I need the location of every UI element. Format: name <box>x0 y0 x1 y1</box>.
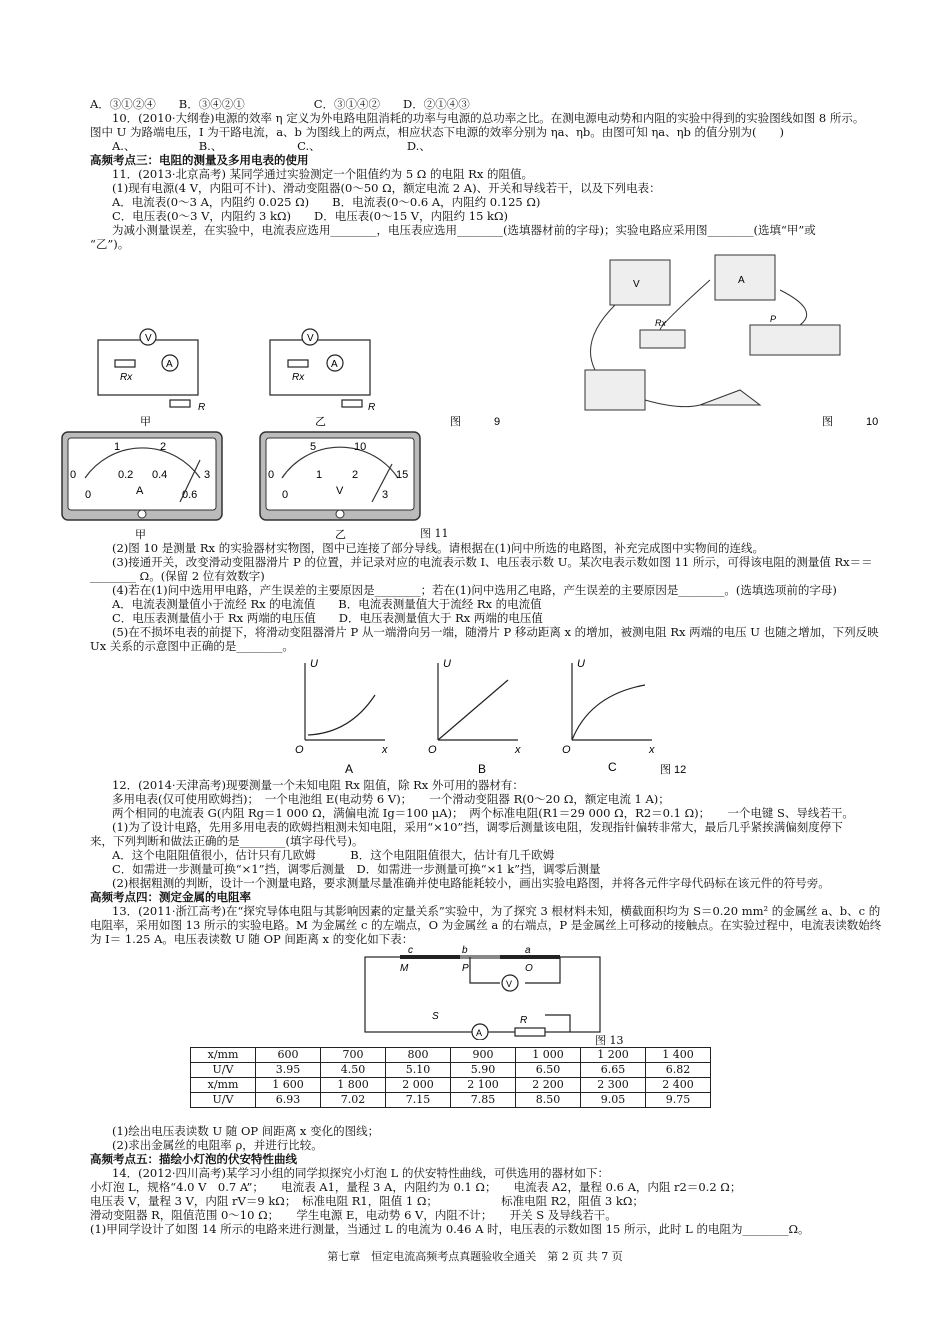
tick: 2 <box>160 441 167 453</box>
question-11-line: 为减小测量误差，在实验中，电流表应选用________，电压表应选用________(选填器材前的字母)；实验电路应采用图________(选填“甲”或 <box>112 223 816 237</box>
question-12-line: C．如需进一步测量可换“×1”挡，调零后测量 D．如需进一步测量可换“×1 k”挡，调零后测量 <box>112 862 601 876</box>
instruments-photo <box>585 255 840 410</box>
rheostat-r: R <box>520 1015 528 1026</box>
tick: 15 <box>396 469 409 481</box>
question-14-line: 14．(2012·四川高考)某学习小组的同学拟探究小灯泡 L 的伏安特性曲线，可供选用的器材如下： <box>112 1166 609 1180</box>
question-11-line: A．电流表(0～3 A，内阻约 0.025 Ω) B．电流表(0～0.6 A，内阻约 0.125 Ω) <box>112 195 541 209</box>
caption-yi: 乙 <box>335 529 346 540</box>
question-14-line: (1)甲同学设计了如图 14 所示的电路来进行测量，当通过 L 的电流为 0.46 A 时，电压表的示数如图 15 所示，此时 L 的电阻为________Ω。 <box>90 1222 810 1236</box>
caption-fig-13: 图 13 <box>595 1034 624 1047</box>
question-11-line: Ux 关系的示意图中正确的是________。 <box>90 639 294 653</box>
caption-fig-9: 图 9 <box>450 416 501 428</box>
switch-s: S <box>432 1011 439 1022</box>
caption-jia: 甲 <box>135 529 146 540</box>
question-12-line: 来，下列判断和做法正确的是________(填字母代号)。 <box>90 834 364 848</box>
question-11-line: (3)接通开关，改变滑动变阻器滑片 P 的位置，并记录对应的电流表示数 I、电压表示数 U。某次电表示数如图 11 所示，可得该电阻的测量值 Rx＝＝ <box>112 555 873 569</box>
question-10-line: 10．(2010·大纲卷)电源的效率 η 定义为外电路电阻消耗的功率与电源的总功率之比。在测电源电动势和内阻的实验中得到的实验图线如图 8 所示。 <box>112 111 865 125</box>
tick: 0 <box>70 469 77 481</box>
option-line: A.、 B.、 C.、 D.、 <box>112 139 431 153</box>
caption-fig-10: 图 10 <box>822 416 879 428</box>
question-13-line: 为 I＝ 1.25 A。电压表读数 U 随 OP 间距离 x 的变化如下表： <box>90 932 414 946</box>
point-o: O <box>525 963 533 974</box>
axis-x: x <box>515 744 521 756</box>
circuit-yi <box>270 329 370 407</box>
figure-11 <box>60 430 460 540</box>
caption-yi: 乙 <box>315 416 326 428</box>
question-13-line: (1)绘出电压表读数 U 随 OP 间距离 x 变化的图线； <box>112 1124 380 1138</box>
ammeter-label: A <box>738 275 745 286</box>
wire-a: a <box>525 945 531 956</box>
axis-x: x <box>649 744 655 756</box>
figure-12 <box>290 655 690 775</box>
ammeter-label: A <box>166 359 173 370</box>
question-12-line: A．这个电阻阻值很小，估计只有几欧姆 B．这个电阻阻值很大，估计有几千欧姆 <box>112 848 555 862</box>
voltmeter-label: V <box>506 979 513 989</box>
tick: 3 <box>382 489 389 501</box>
voltmeter-label: V <box>307 333 314 344</box>
voltmeter-label: V <box>633 279 640 290</box>
data-table <box>190 1047 711 1108</box>
point-p: P <box>462 963 469 974</box>
question-10-line: 图中 U 为路端电压，I 为干路电流，a、b 为图线上的两点，相应状态下电源的效率分别为 ηa、ηb。由图可知 ηa、ηb 的值分别为( ) <box>90 125 785 139</box>
meter-unit: A <box>136 485 144 497</box>
caption-fig-11: 图 11 <box>420 527 449 540</box>
tick: 3 <box>204 469 211 481</box>
table-row: U/V 6.93 7.02 7.15 7.85 8.50 9.05 9.75 <box>191 1093 711 1108</box>
r-label: R <box>368 402 376 413</box>
tick: 10 <box>354 441 367 453</box>
question-12-line: (2)根据粗测的判断，设计一个测量电路，要求测量尽量准确并使电路能耗较小，画出实验电路图，并将各元件字母代码标在该元件的符号旁。 <box>112 876 830 890</box>
table-row: x/mm 600 700 800 900 1 000 1 200 1 400 <box>191 1048 711 1063</box>
p-label: P <box>770 314 777 324</box>
question-11-line: “乙”)。 <box>90 237 130 251</box>
meter-unit: V <box>336 485 344 497</box>
question-11-line: (1)现有电源(4 V，内阻可不计)、滑动变阻器(0～50 Ω，额定电流 2 A)、开关和导线若干，以及下列电表： <box>112 181 661 195</box>
rx-label: Rx <box>292 372 305 383</box>
axis-x: x <box>382 744 388 756</box>
rx-label: Rx <box>120 372 133 383</box>
graph-label-a: A <box>345 762 354 775</box>
rx-label: Rx <box>655 318 666 328</box>
question-11-line: (5)在不损坏电表的前提下，将滑动变阻器滑片 P 从一端滑向另一端，随滑片 P 移动距离 x 的增加，被测电阻 Rx 两端的电压 U 也随之增加，下列反映 <box>112 625 879 639</box>
question-12-line: 两个相同的电流表 G(内阻 Rg＝1 000 Ω，满偏电流 Ig＝100 μA)； 两个标准电阻(R1＝29 000 Ω，R2＝0.1 Ω)； 一个电键 S、导线若干。 <box>112 806 854 820</box>
tick: 1 <box>114 441 121 453</box>
axis-u: U <box>310 658 318 670</box>
question-11-line: (4)若在(1)问中选用甲电路，产生误差的主要原因是________；若在(1)问中选用乙电路，产生误差的主要原因是________。(选填选项前的字母) <box>112 583 837 597</box>
point-m: M <box>400 963 409 974</box>
question-13-line: 13．(2011·浙江高考)在“探究导体电阻与其影响因素的定量关系”实验中，为了探究 3 根材料未知，横截面积均为 S＝0.20 mm² 的金属丝 a、b、c 的 <box>112 904 881 918</box>
voltmeter-label: V <box>145 333 152 344</box>
figure-9-10 <box>60 250 900 430</box>
tick: 0.6 <box>182 489 198 501</box>
table-row: U/V 3.95 4.50 5.10 5.90 6.50 6.65 6.82 <box>191 1063 711 1078</box>
figure-13 <box>360 945 660 1040</box>
question-14-line: 滑动变阻器 R，阻值范围 0～10 Ω； 学生电源 E，电动势 6 V，内阻不计； 开关 S 及导线若干。 <box>90 1208 617 1222</box>
question-11-line: C．电压表测量值小于 Rx 两端的电压值 D．电压表测量值大于 Rx 两端的电压值 <box>112 611 543 625</box>
axis-o: O <box>428 744 437 756</box>
ammeter-label: A <box>476 1028 483 1038</box>
axis-o: O <box>562 744 571 756</box>
graph-label-b: B <box>478 762 487 775</box>
q12-block <box>90 778 900 946</box>
question-12-line: (1)为了设计电路，先用多用电表的欧姆挡粗测未知电阻，采用“×10”挡，调零后测量该电阻，发现指针偏转非常大，最后几乎紧挨满偏刻度停下 <box>112 820 843 834</box>
graph-label-c: C <box>608 760 617 774</box>
page-content <box>90 97 900 251</box>
question-12-line: 12．(2014·天津高考)现要测量一个未知电阻 Rx 阻值，除 Rx 外可用的器材有： <box>112 778 524 792</box>
r-label: R <box>198 402 206 413</box>
question-11-line: 11．(2013·北京高考) 某同学通过实验测定一个阻值约为 5 Ω 的电阻 Rx 的阻值。 <box>112 167 533 181</box>
caption-fig-12: 图 12 <box>660 764 687 775</box>
question-11-line: A．电流表测量值小于流经 Rx 的电流值 B．电流表测量值大于流经 Rx 的电流值 <box>112 597 542 611</box>
tick: 2 <box>352 469 359 481</box>
section-heading: 高频考点五：描绘小灯泡的伏安特性曲线 <box>90 1152 297 1166</box>
tick: 0 <box>268 469 275 481</box>
ammeter-meter <box>62 432 222 520</box>
wire-c: c <box>408 945 413 956</box>
q11-continued <box>90 541 900 653</box>
tick: 1 <box>316 469 323 481</box>
question-11-line: ________ Ω。(保留 2 位有效数字) <box>90 569 265 583</box>
tick: 0 <box>85 489 92 501</box>
question-13-line: 电阻率，采用如图 13 所示的实验电路。M 为金属丝 c 的左端点，O 为金属丝 a 的右端点，P 是金属丝上可移动的接触点。在实验过程中，电流表读数始终 <box>90 918 882 932</box>
question-11-line: (2)图 10 是测量 Rx 的实验器材实物图，图中已连接了部分导线。请根据在(1)问中所选的电路图，补充完成图中实物间的连线。 <box>112 541 764 555</box>
q13-14-block <box>90 1124 900 1236</box>
question-11-line: C．电压表(0～3 V，内阻约 3 kΩ) D．电压表(0～15 V，内阻约 15 kΩ) <box>112 209 509 223</box>
section-heading: 高频考点四：测定金属的电阻率 <box>90 890 251 904</box>
section-heading: 高频考点三：电阻的测量及多用电表的使用 <box>90 153 309 167</box>
tick: 0.2 <box>118 469 134 481</box>
data-table-wrap <box>90 1047 711 1108</box>
ammeter-label: A <box>331 359 338 370</box>
axis-u: U <box>443 658 451 670</box>
question-13-line: (2)求出金属丝的电阻率 ρ，并进行比较。 <box>112 1138 323 1152</box>
question-14-line: 小灯泡 L，规格“4.0 V 0.7 A”； 电流表 A1，量程 3 A，内阻约为 0.1 Ω； 电流表 A2，量程 0.6 A，内阻 r2＝0.2 Ω； <box>90 1180 742 1194</box>
axis-o: O <box>295 744 304 756</box>
tick: 5 <box>310 441 317 453</box>
table-row: x/mm 1 600 1 800 2 000 2 100 2 200 2 300 2 400 <box>191 1078 711 1093</box>
wire-b: b <box>462 945 468 956</box>
question-12-line: 多用电表(仅可使用欧姆挡)； 一个电池组 E(电动势 6 V)； 一个滑动变阻器 R(0～20 Ω，额定电流 1 A)； <box>112 792 670 806</box>
option-line: A．③①②④ B．③④②① C．③①④② D．②①④③ <box>90 97 470 111</box>
tick: 0 <box>282 489 289 501</box>
page-footer: 第七章 恒定电流高频考点真题验收全通关 第 2 页 共 7 页 <box>327 1250 623 1263</box>
question-14-line: 电压表 V，量程 3 V，内阻 rV＝9 kΩ； 标准电阻 R1，阻值 1 Ω； 标准电阻 R2，阻值 3 kΩ； <box>90 1194 644 1208</box>
caption-jia: 甲 <box>140 416 151 428</box>
tick: 0.4 <box>152 469 168 481</box>
axis-u: U <box>577 658 585 670</box>
